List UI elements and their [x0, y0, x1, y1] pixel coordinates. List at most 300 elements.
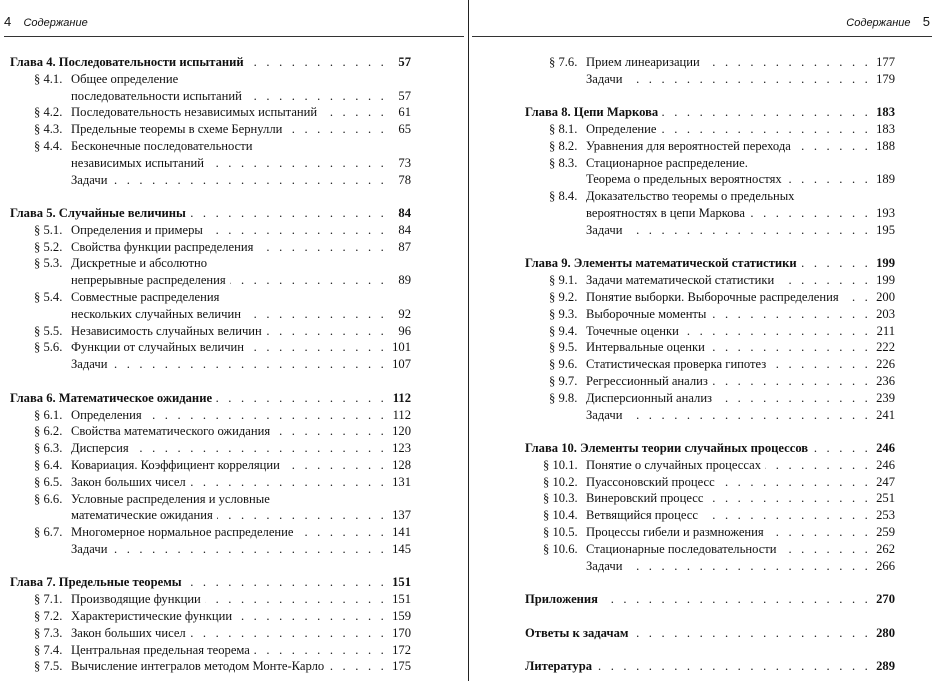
section-title: Предельные теоремы в схеме Бернулли: [71, 122, 283, 137]
toc-chapter-row: [525, 591, 895, 608]
section-page-number: 159: [392, 608, 411, 623]
toc-section-row: [10, 88, 411, 105]
section-page-number: 57: [398, 88, 411, 103]
section-number: § 10.3.: [543, 491, 578, 506]
section-title: Центральная предельная теорема: [71, 642, 250, 657]
section-number: § 8.2.: [549, 138, 578, 153]
dot-leader: [328, 658, 387, 675]
toc-entry-body: [71, 491, 411, 508]
toc-entry-body: [10, 205, 411, 222]
chapter-title: Литература: [525, 659, 593, 674]
toc-chapter-row: [10, 54, 411, 71]
section-page-number: 96: [398, 323, 411, 338]
toc-entry-body: [525, 440, 895, 457]
section-title: Бесконечные последовательности: [71, 138, 253, 153]
right-header-rule: [472, 36, 932, 37]
section-title: Понятие выборки. Выборочные распределения: [586, 289, 839, 304]
dot-leader: [770, 356, 871, 373]
section-number: § 10.1.: [543, 457, 578, 472]
toc-entry-body: [71, 104, 411, 121]
section-title: Задачи: [71, 172, 108, 187]
toc-section-row: [525, 272, 895, 289]
toc-entry-body: [586, 54, 895, 71]
toc-section-row: [10, 323, 411, 340]
toc-entry-body: [71, 524, 411, 541]
section-page-number: 128: [392, 457, 411, 472]
section-title: Определения и примеры: [71, 222, 203, 237]
dot-leader: [812, 440, 871, 457]
section-page-number: 65: [398, 122, 411, 137]
section-page-number: 170: [392, 625, 411, 640]
section-title: Дисперсионный анализ: [586, 390, 713, 405]
section-number: § 6.3.: [34, 441, 63, 456]
dot-leader: [632, 625, 871, 642]
toc-chapter-row: [10, 574, 411, 591]
section-number: § 10.4.: [543, 508, 578, 523]
toc-entry-body: [586, 373, 895, 390]
toc-section-row: [10, 71, 411, 88]
section-page-number: 137: [392, 508, 411, 523]
section-title: Закон больших чисел: [71, 625, 186, 640]
toc-entry-body: [525, 255, 895, 272]
toc-section-row: [525, 390, 895, 407]
toc-entry-body: [10, 390, 411, 407]
section-number: § 9.7.: [549, 373, 578, 388]
section-number: § 5.4.: [34, 290, 63, 305]
section-page-number: 183: [876, 122, 895, 137]
dot-leader: [781, 541, 871, 558]
toc-chapter-row: [525, 658, 895, 675]
section-page-number: 175: [392, 659, 411, 674]
toc-section-row: [525, 121, 895, 138]
section-number: § 4.2.: [34, 105, 63, 120]
dot-leader: [248, 54, 387, 71]
section-title: Задачи: [586, 222, 623, 237]
toc-entry-body: [586, 339, 895, 356]
toc-section-row: [525, 205, 895, 222]
toc-section-row: [10, 440, 411, 457]
section-number: § 4.4.: [34, 138, 63, 153]
toc-entry-body: [71, 658, 411, 675]
section-title: Закон больших чисел: [71, 474, 186, 489]
chapter-page-number: 199: [876, 256, 895, 271]
toc-section-row: [525, 507, 895, 524]
dot-leader: [245, 306, 387, 323]
right-page: [468, 0, 936, 681]
dot-leader: [207, 222, 387, 239]
toc-entry-body: [586, 356, 895, 373]
toc-entry-body: [586, 222, 895, 239]
dot-leader: [778, 272, 871, 289]
dot-leader: [795, 138, 871, 155]
toc-section-row: [10, 541, 411, 558]
toc-section-row: [10, 474, 411, 491]
dot-leader: [216, 390, 387, 407]
section-number: § 10.5.: [543, 524, 578, 539]
section-title: Совместные распределения: [71, 290, 220, 305]
toc-entry-body: [71, 323, 411, 340]
section-page-number: 253: [876, 508, 895, 523]
toc-entry-body: [71, 155, 411, 172]
dot-leader: [712, 373, 871, 390]
toc-section-row: [10, 642, 411, 659]
section-number: § 9.6.: [549, 357, 578, 372]
toc-entry-body: [71, 306, 411, 323]
section-title: Выборочные моменты: [586, 306, 707, 321]
section-title: Винеровский процесс: [586, 491, 704, 506]
toc-entry-body: [586, 524, 895, 541]
toc-entry-body: [525, 625, 895, 642]
toc-entry-body: [586, 71, 895, 88]
dot-leader: [266, 323, 387, 340]
section-number: § 5.3.: [34, 256, 63, 271]
left-page-header: [4, 14, 88, 29]
section-title: независимых испытаний: [71, 155, 204, 170]
section-title: вероятностях в цепи Маркова: [586, 206, 745, 221]
toc-entry-body: [71, 541, 411, 558]
toc-entry-body: [71, 407, 411, 424]
toc-chapter-row: [525, 440, 895, 457]
section-number: § 6.5.: [34, 474, 63, 489]
toc-section-row: [10, 155, 411, 172]
toc-entry-body: [586, 171, 895, 188]
section-page-number: 236: [876, 373, 895, 388]
toc-section-row: [10, 591, 411, 608]
toc-entry-body: [525, 591, 895, 608]
toc-entry-body: [586, 558, 895, 575]
section-number: § 7.3.: [34, 625, 63, 640]
dot-leader: [284, 457, 387, 474]
chapter-page-number: 183: [876, 105, 895, 120]
dot-leader: [146, 407, 387, 424]
section-number: § 5.1.: [34, 222, 63, 237]
right-page-number: 5: [922, 14, 930, 29]
dot-leader: [719, 474, 871, 491]
chapter-title: Ответы к задачам: [525, 625, 629, 640]
toc-entry-body: [586, 457, 895, 474]
dot-leader: [626, 71, 871, 88]
dot-leader: [274, 423, 387, 440]
chapter-title: Глава 4. Последовательности испытаний: [10, 55, 244, 69]
toc-section-row: [10, 306, 411, 323]
section-title: Дискретные и абсолютно: [71, 256, 208, 271]
dot-leader: [707, 490, 871, 507]
toc-entry-body: [71, 121, 411, 138]
toc-entry-body: [71, 507, 411, 524]
chapter-page-number: 151: [392, 575, 411, 590]
dot-leader: [765, 457, 871, 474]
left-header-rule: [4, 36, 464, 37]
toc-section-row: [10, 457, 411, 474]
dot-leader: [662, 104, 871, 121]
toc-entry-body: [71, 440, 411, 457]
section-page-number: 222: [876, 340, 895, 355]
section-title: Понятие о случайных процессах: [586, 457, 762, 472]
dot-leader: [843, 289, 871, 306]
toc-entry-body: [586, 390, 895, 407]
dot-leader: [626, 222, 871, 239]
section-title: Свойства математического ожидания: [71, 424, 271, 439]
dot-leader: [704, 54, 871, 71]
toc-entry-body: [71, 474, 411, 491]
section-title: Уравнения для вероятностей перехода: [586, 138, 791, 153]
right-page-header: [846, 14, 930, 29]
section-page-number: 87: [398, 239, 411, 254]
toc-section-row: [525, 289, 895, 306]
toc-section-row: [525, 222, 895, 239]
chapter-title: Приложения: [525, 592, 598, 607]
dot-leader: [768, 524, 871, 541]
section-page-number: 251: [876, 491, 895, 506]
toc-entry-body: [71, 423, 411, 440]
section-title: Задачи: [71, 357, 108, 372]
toc-section-row: [10, 407, 411, 424]
dot-leader: [248, 339, 387, 356]
toc-section-row: [525, 339, 895, 356]
section-number: § 9.2.: [549, 289, 578, 304]
dot-leader: [190, 625, 387, 642]
section-title: Свойства функции распределения: [71, 239, 254, 254]
dot-leader: [190, 205, 387, 222]
dot-leader: [710, 306, 871, 323]
dot-leader: [321, 104, 387, 121]
section-page-number: 195: [876, 222, 895, 237]
toc-section-row: [525, 541, 895, 558]
section-title: Производящие функции: [71, 592, 201, 607]
section-page-number: 189: [876, 172, 895, 187]
toc-entry-body: [525, 104, 895, 121]
section-page-number: 203: [876, 306, 895, 321]
chapter-title: Глава 8. Цепи Маркова: [525, 105, 659, 120]
toc-entry-body: [71, 88, 411, 105]
section-page-number: 151: [392, 592, 411, 607]
toc-section-row: [525, 171, 895, 188]
section-number: § 10.2.: [543, 474, 578, 489]
dot-leader: [626, 407, 871, 424]
section-page-number: 92: [398, 306, 411, 321]
dot-leader: [596, 658, 871, 675]
section-number: § 6.4.: [34, 457, 63, 472]
toc-entry-body: [586, 272, 895, 289]
left-toc: [10, 54, 411, 675]
dot-leader: [111, 172, 387, 189]
section-title: Ковариация. Коэффициент корреляции: [71, 457, 280, 472]
dot-leader: [786, 171, 871, 188]
left-page-number: 4: [4, 14, 12, 29]
chapter-title: Глава 6. Математическое ожидание: [10, 390, 213, 405]
toc-section-row: [525, 306, 895, 323]
section-title: Вычисление интегралов методом Монте-Карло: [71, 659, 325, 674]
toc-entry-body: [71, 255, 411, 272]
section-title: Независимость случайных величин: [71, 323, 262, 338]
dot-leader: [702, 507, 871, 524]
section-title: Задачи: [586, 407, 623, 422]
section-title: Определения: [71, 407, 142, 422]
dot-leader: [298, 524, 388, 541]
toc-chapter-row: [525, 625, 895, 642]
section-title: Общее определение: [71, 71, 179, 86]
section-title: Ветвящийся процесс: [586, 508, 698, 523]
dot-leader: [626, 558, 871, 575]
toc-entry-body: [586, 306, 895, 323]
section-title: Пуассоновский процесс: [586, 474, 715, 489]
section-page-number: 247: [876, 474, 895, 489]
section-number: § 9.1.: [549, 273, 578, 288]
chapter-title: Глава 5. Случайные величины: [10, 206, 186, 221]
toc-chapter-row: [10, 205, 411, 222]
chapter-page-number: 270: [876, 592, 895, 607]
section-page-number: 266: [876, 558, 895, 573]
section-title: математические ожидания: [71, 508, 213, 523]
section-number: § 8.3.: [549, 155, 578, 170]
toc-entry-body: [586, 541, 895, 558]
dot-leader: [661, 121, 872, 138]
toc-section-row: [525, 356, 895, 373]
section-title: Интервальные оценки: [586, 340, 705, 355]
dot-leader: [602, 591, 871, 608]
chapter-page-number: 280: [876, 625, 895, 640]
dot-leader: [716, 390, 871, 407]
section-number: § 5.6.: [34, 340, 63, 355]
toc-entry-body: [71, 239, 411, 256]
section-title: Дисперсия: [71, 441, 129, 456]
toc-entry-body: [586, 407, 895, 424]
dot-leader: [230, 272, 387, 289]
toc-chapter-row: [10, 390, 411, 407]
section-page-number: 120: [392, 424, 411, 439]
section-page-number: 241: [876, 407, 895, 422]
toc-section-row: [525, 558, 895, 575]
section-page-number: 89: [398, 273, 411, 288]
section-title: Регрессионный анализ: [586, 373, 708, 388]
toc-section-row: [10, 658, 411, 675]
toc-section-row: [10, 255, 411, 272]
toc-entry-body: [71, 71, 411, 88]
toc-section-row: [10, 272, 411, 289]
section-title: Точечные оценки: [586, 323, 679, 338]
section-page-number: 145: [392, 541, 411, 556]
section-number: § 7.5.: [34, 659, 63, 674]
section-page-number: 211: [876, 323, 895, 338]
dot-leader: [111, 356, 387, 373]
right-running-title: Содержание: [846, 17, 911, 29]
section-page-number: 141: [392, 525, 411, 540]
section-page-number: 131: [392, 474, 411, 489]
toc-entry-body: [71, 172, 411, 189]
chapter-title: Глава 9. Элементы математической статистики: [525, 256, 797, 271]
dot-leader: [111, 541, 387, 558]
section-page-number: 259: [876, 524, 895, 539]
section-title: Задачи: [586, 71, 623, 86]
toc-section-row: [525, 457, 895, 474]
dot-leader: [236, 608, 387, 625]
section-title: Многомерное нормальное распределение: [71, 525, 294, 540]
section-title: Доказательство теоремы о предельных: [586, 189, 795, 204]
toc-section-row: [10, 121, 411, 138]
section-number: § 7.2.: [34, 608, 63, 623]
toc-section-row: [525, 323, 895, 340]
section-page-number: 179: [876, 71, 895, 86]
section-number: § 6.6.: [34, 491, 63, 506]
section-page-number: 200: [876, 289, 895, 304]
section-page-number: 239: [876, 390, 895, 405]
dot-leader: [205, 591, 387, 608]
toc-section-row: [525, 474, 895, 491]
section-number: § 5.2.: [34, 239, 63, 254]
toc-section-row: [10, 104, 411, 121]
section-page-number: 112: [392, 407, 411, 422]
toc-chapter-row: [525, 104, 895, 121]
section-page-number: 188: [876, 138, 895, 153]
toc-entry-body: [71, 608, 411, 625]
toc-section-row: [525, 54, 895, 71]
section-number: § 5.5.: [34, 323, 63, 338]
section-number: § 9.5.: [549, 340, 578, 355]
chapter-page-number: 112: [392, 390, 411, 405]
toc-section-row: [525, 155, 895, 172]
section-number: § 8.4.: [549, 189, 578, 204]
section-page-number: 78: [398, 172, 411, 187]
section-page-number: 107: [392, 357, 411, 372]
section-title: нескольких случайных величин: [71, 306, 241, 321]
section-page-number: 172: [392, 642, 411, 657]
chapter-page-number: 246: [876, 441, 895, 455]
toc-entry-body: [71, 591, 411, 608]
toc-entry-body: [71, 272, 411, 289]
toc-section-row: [10, 524, 411, 541]
section-page-number: 199: [876, 273, 895, 288]
section-title: Теорема о предельных вероятностях: [586, 172, 782, 187]
section-number: § 7.6.: [549, 55, 578, 69]
section-number: § 7.4.: [34, 642, 63, 657]
toc-chapter-row: [525, 255, 895, 272]
toc-entry-body: [586, 205, 895, 222]
section-page-number: 84: [398, 222, 411, 237]
toc-section-row: [10, 172, 411, 189]
dot-leader: [257, 239, 387, 256]
dot-leader: [801, 255, 871, 272]
chapter-page-number: 289: [876, 659, 895, 674]
toc-section-row: [525, 373, 895, 390]
chapter-title: Глава 10. Элементы теории случайных процессов: [525, 441, 809, 455]
section-title: Статистическая проверка гипотез: [586, 357, 767, 372]
toc-section-row: [525, 524, 895, 541]
section-title: Задачи: [71, 541, 108, 556]
right-toc: [525, 54, 895, 675]
section-page-number: 61: [398, 105, 411, 120]
section-number: § 8.1.: [549, 122, 578, 137]
toc-entry-body: [71, 339, 411, 356]
toc-entry-body: [586, 289, 895, 306]
section-number: § 4.3.: [34, 122, 63, 137]
section-number: § 10.6.: [543, 541, 578, 556]
section-title: последовательности испытаний: [71, 88, 242, 103]
section-number: § 6.2.: [34, 424, 63, 439]
toc-section-row: [10, 222, 411, 239]
section-number: § 6.7.: [34, 525, 63, 540]
toc-entry-body: [525, 658, 895, 675]
section-title: непрерывные распределения: [71, 273, 226, 288]
toc-entry-body: [71, 625, 411, 642]
toc-section-row: [10, 138, 411, 155]
dot-leader: [709, 339, 871, 356]
section-title: Характеристические функции: [71, 608, 233, 623]
toc-entry-body: [10, 574, 411, 591]
section-title: Задачи математической статистики: [586, 273, 775, 288]
section-title: Функции от случайных величин: [71, 340, 245, 355]
dot-leader: [208, 155, 387, 172]
toc-section-row: [10, 507, 411, 524]
